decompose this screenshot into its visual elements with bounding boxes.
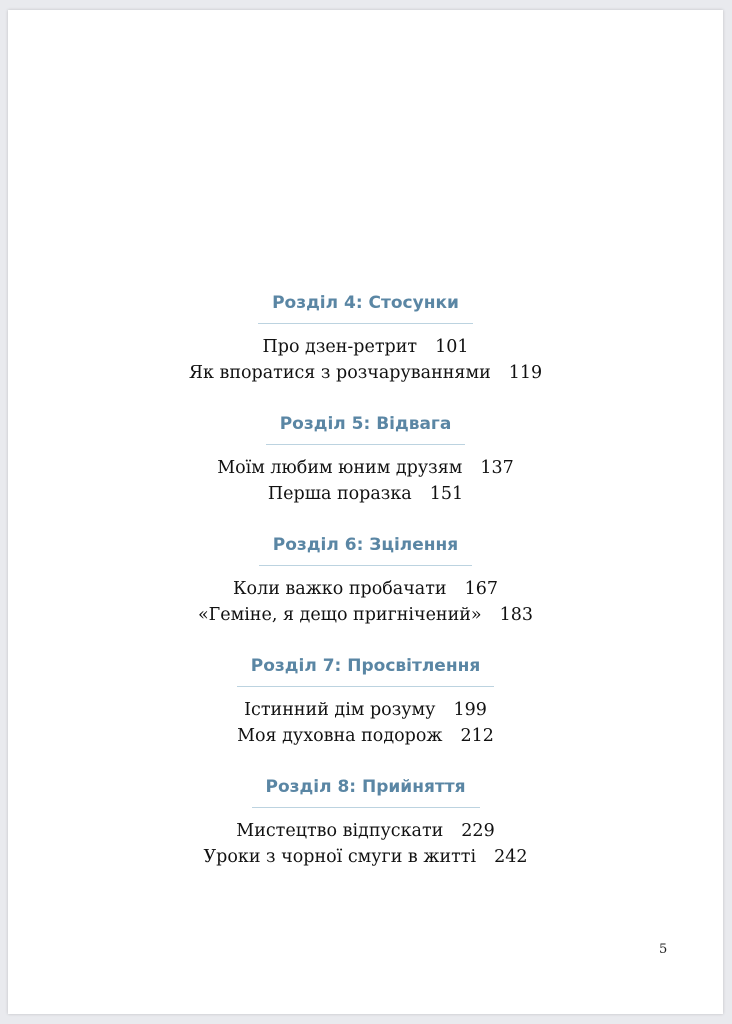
- toc-entry: [8, 360, 723, 386]
- chapter-title: Розділ 4: Стосунки: [258, 292, 473, 324]
- chapter-4: [8, 292, 723, 386]
- toc-entry: [8, 602, 723, 628]
- document-page: [8, 10, 723, 1014]
- toc-entry: [8, 334, 723, 360]
- chapter-8: [8, 776, 723, 870]
- entry-title: Коли важко пробачати: [233, 579, 447, 599]
- entry-page: 167: [464, 579, 498, 599]
- toc-entry: [8, 576, 723, 602]
- chapter-6: [8, 534, 723, 628]
- entry-title: «Геміне, я дещо пригнічений»: [197, 605, 482, 625]
- chapter-title: Розділ 8: Прийняття: [252, 776, 480, 808]
- toc-entry: [8, 697, 723, 723]
- entry-title: Моїм любим юним друзям: [217, 458, 463, 478]
- toc-entry: [8, 723, 723, 749]
- entry-page: 183: [499, 605, 534, 625]
- entry-title: Про дзен-ретрит: [262, 337, 418, 357]
- entry-page: 199: [453, 700, 487, 720]
- entry-title: Мистецтво відпускати: [236, 821, 444, 841]
- toc-entry: [8, 844, 723, 870]
- chapter-5: [8, 413, 723, 507]
- entry-title: Істинний дім розуму: [244, 700, 436, 720]
- chapter-title: Розділ 7: Просвітлення: [237, 655, 494, 687]
- entry-page: 212: [460, 726, 494, 746]
- chapter-title: Розділ 5: Відвага: [266, 413, 466, 445]
- table-of-contents: [8, 292, 723, 897]
- entry-page: 151: [429, 484, 464, 504]
- entry-title: Перша поразка: [267, 484, 412, 504]
- chapter-7: [8, 655, 723, 749]
- entry-title: Уроки з чорної смуги в житті: [203, 847, 477, 867]
- entry-title: Як впоратися з розчаруваннями: [188, 363, 491, 383]
- entry-page: 137: [480, 458, 514, 478]
- toc-entry: [8, 455, 723, 481]
- entry-title: Моя духовна подорож: [237, 726, 443, 746]
- entry-page: 229: [461, 821, 495, 841]
- toc-entry: [8, 818, 723, 844]
- chapter-title: Розділ 6: Зцілення: [259, 534, 472, 566]
- toc-entry: [8, 481, 723, 507]
- entry-page: 242: [494, 847, 528, 867]
- entry-page: 119: [508, 363, 543, 383]
- entry-page: 101: [435, 337, 469, 357]
- page-number: 5: [659, 942, 668, 957]
